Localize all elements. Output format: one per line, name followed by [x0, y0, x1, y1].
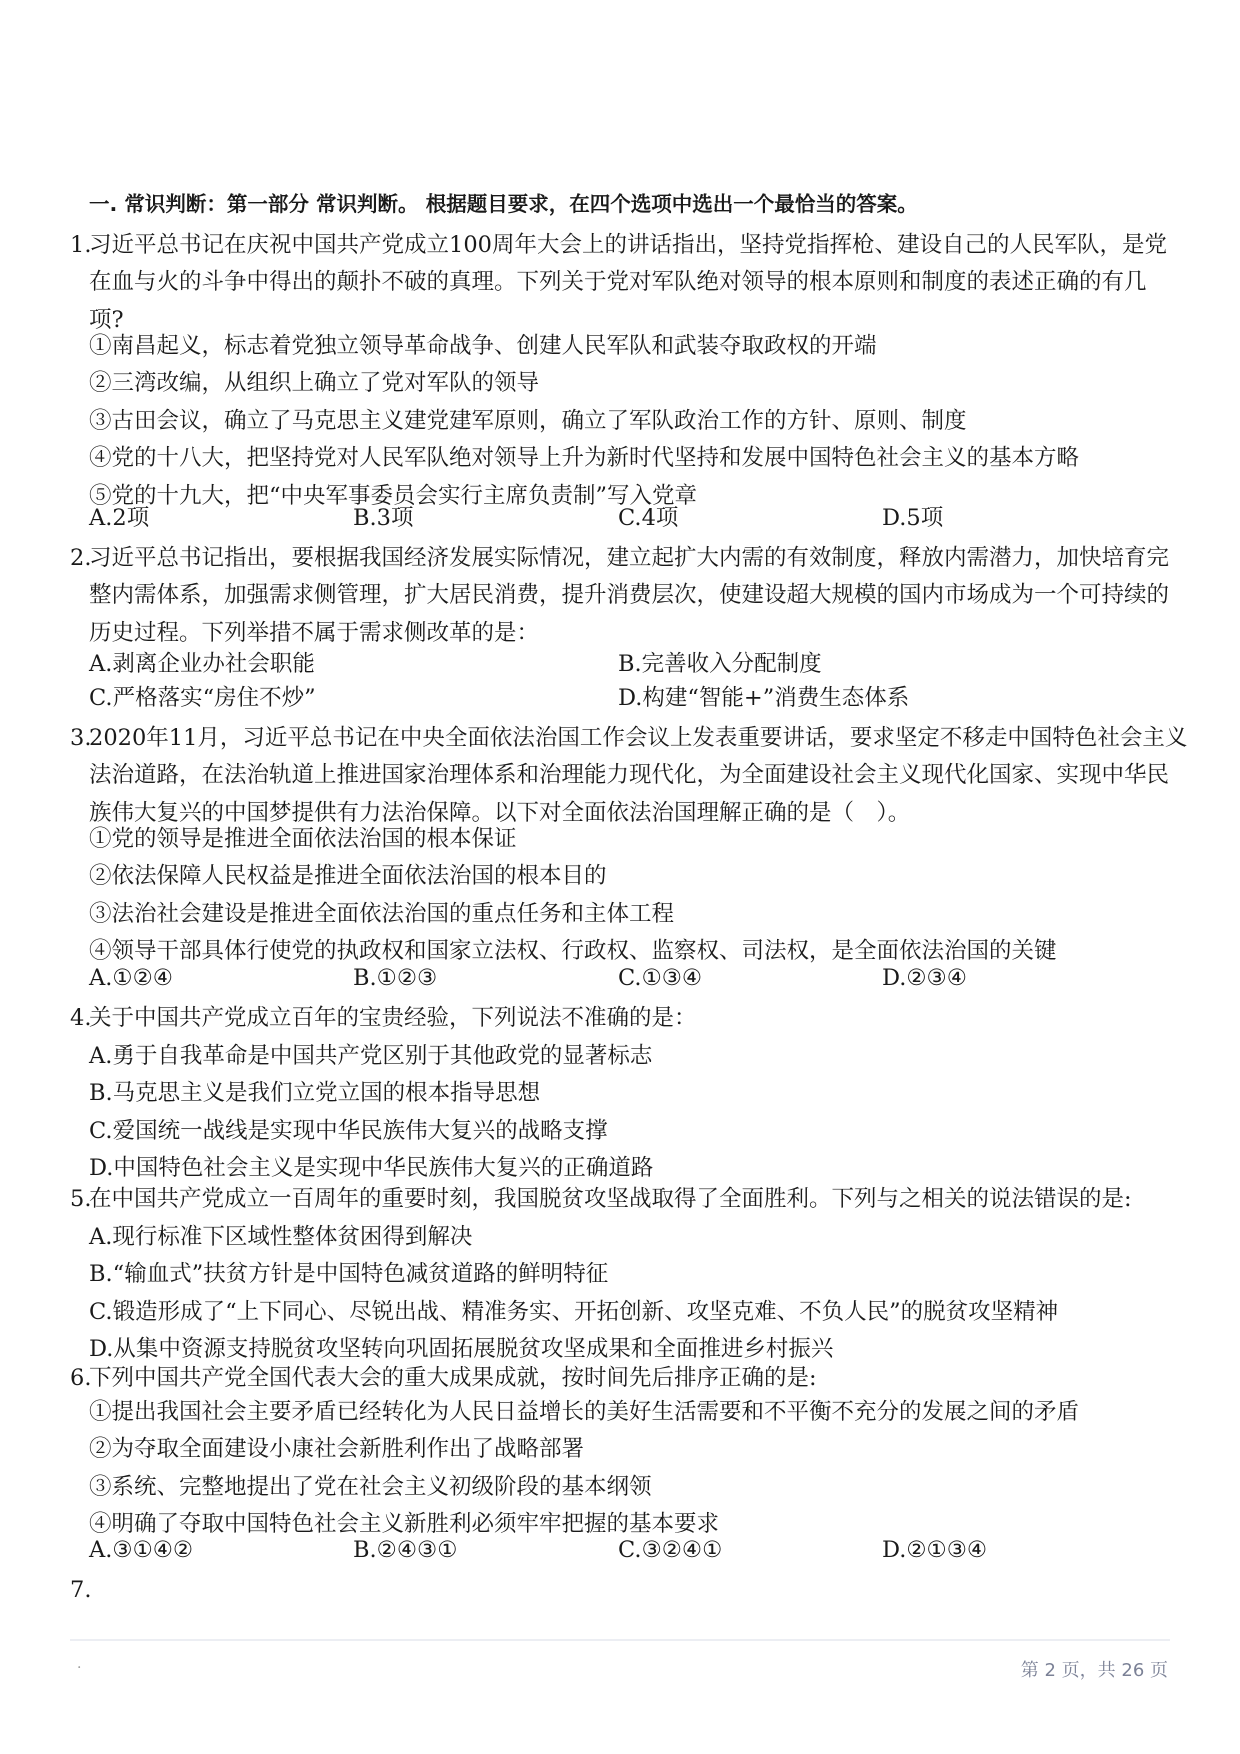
statement-item: ①南昌起义，标志着党独立领导革命战争、创建人民军队和武装夺取政权的开端: [89, 333, 877, 359]
statement-item: ④党的十八大，把坚持党对人民军队绝对领导上升为新时代坚持和发展中国特色社会主义的基本方略: [89, 445, 1080, 472]
question-stem-line: 习近平总书记在庆祝中国共产党成立100周年大会上的讲话指出，坚持党指挥枪、建设自己的人民军队，是党: [89, 232, 1167, 258]
option-d[interactable]: D.构建“智能+”消费生态体系: [618, 685, 910, 711]
option-a[interactable]: A.剥离企业办社会职能: [89, 651, 315, 677]
question-stem-line: 整内需体系，加强需求侧管理，扩大居民消费，提升消费层次，使建设超大规模的国内市场成为一个可持续的: [89, 582, 1170, 609]
option-c[interactable]: C.4项: [618, 505, 679, 531]
question-stem-line: 2020年11月，习近平总书记在中央全面依法治国工作会议上发表重要讲话，要求坚定不移走中国特色社会主义: [89, 725, 1188, 751]
question-5: [70, 1181, 1160, 1218]
statement-item: ④领导干部具体行使党的执政权和国家立法权、行政权、监察权、司法权，是全面依法治国的关键: [89, 938, 1057, 965]
option-c[interactable]: C.锻造形成了“上下同心、尽锐出战、精准务实、开拓创新、攻坚克难、不负人民”的脱贫攻坚精神: [89, 1298, 1059, 1325]
question-1: [70, 227, 1167, 339]
page-number: 第 2 页，共 26 页: [1020, 1660, 1168, 1681]
option-a[interactable]: A.2项: [89, 505, 150, 531]
question-3: [70, 720, 1188, 832]
question-stem-line: 在血与火的斗争中得出的颠扑不破的真理。下列关于党对军队绝对领导的根本原则和制度的表述正确的有几: [89, 269, 1147, 296]
option-c[interactable]: C.严格落实“房住不炒”: [89, 685, 316, 711]
option-a[interactable]: A.勇于自我革命是中国共产党区别于其他政党的显著标志: [89, 1043, 653, 1069]
option-a[interactable]: A.①②④: [89, 965, 173, 991]
option-c[interactable]: C.①③④: [618, 965, 703, 991]
question-number: 6.: [70, 1365, 92, 1391]
option-a[interactable]: A.现行标准下区域性整体贫困得到解决: [89, 1224, 473, 1250]
statement-item: ⑤党的十九大，把“中央军事委员会实行主席负责制”写入党章: [89, 482, 698, 509]
statement-item: ③法治社会建设是推进全面依法治国的重点任务和主体工程: [89, 900, 675, 927]
option-b[interactable]: B.马克思主义是我们立党立国的根本指导思想: [89, 1080, 541, 1107]
option-b[interactable]: B.①②③: [353, 965, 438, 991]
question-number: 5.: [70, 1186, 92, 1212]
option-list: [70, 1219, 1160, 1369]
question-stem-line: 下列中国共产党全国代表大会的重大成果成就，按时间先后排序正确的是:: [89, 1365, 817, 1391]
statement-list: [70, 1394, 1160, 1544]
option-b[interactable]: B.3项: [353, 505, 414, 531]
option-c[interactable]: C.③②④①: [618, 1537, 723, 1563]
section-header: 一. 常识判断：第一部分 常识判断。 根据题目要求，在四个选项中选出一个最恰当的答案。: [89, 192, 918, 216]
footer-dot: ·: [77, 1660, 82, 1676]
question-number: 1.: [70, 232, 92, 258]
question-number: 7.: [70, 1577, 92, 1603]
question-stem-line: 项?: [89, 306, 124, 333]
statement-item: ②三湾改编，从组织上确立了党对军队的领导: [89, 370, 540, 397]
question-4: [70, 1000, 1160, 1037]
option-b[interactable]: B.“输血式”扶贫方针是中国特色减贫道路的鲜明特征: [89, 1261, 609, 1288]
question-stem-line: 族伟大复兴的中国梦提供有力法治保障。以下对全面依法治国理解正确的是（ ）。: [89, 799, 911, 826]
statement-item: ②依法保障人民权益是推进全面依法治国的根本目的: [89, 863, 607, 890]
statement-list: [70, 328, 1160, 515]
footer-divider: [70, 1639, 1170, 1641]
statement-item: ③系统、完整地提出了党在社会主义初级阶段的基本纲领: [89, 1473, 652, 1500]
question-2: [70, 540, 1170, 652]
question-6: [70, 1360, 1160, 1397]
question-stem-line: 历史过程。下列举措不属于需求侧改革的是：: [89, 619, 540, 646]
option-d[interactable]: D.5项: [882, 505, 944, 531]
option-b[interactable]: B.完善收入分配制度: [618, 651, 822, 677]
option-d[interactable]: D.②①③④: [882, 1537, 988, 1563]
question-number: 3.: [70, 725, 92, 751]
statement-item: ①党的领导是推进全面依法治国的根本保证: [89, 826, 517, 852]
option-d[interactable]: D.②③④: [882, 965, 967, 991]
question-stem-line: 法治道路，在法治轨道上推进国家治理体系和治理能力现代化，为全面建设社会主义现代化国家、实现中华民: [89, 762, 1170, 789]
question-number: 2.: [70, 545, 92, 571]
option-list: [70, 1038, 1160, 1188]
statement-item: ③古田会议，确立了马克思主义建党建军原则，确立了军队政治工作的方针、原则、制度: [89, 407, 967, 434]
question-stem-line: 习近平总书记指出，要根据我国经济发展实际情况，建立起扩大内需的有效制度，释放内需潜力，加快培育完: [89, 545, 1170, 571]
question-stem-line: 关于中国共产党成立百年的宝贵经验，下列说法不准确的是：: [89, 1005, 697, 1031]
question-number: 4.: [70, 1005, 92, 1031]
statement-item: ①提出我国社会主要矛盾已经转化为人民日益增长的美好生活需要和不平衡不充分的发展之间的矛盾: [89, 1399, 1080, 1425]
option-a[interactable]: A.③①④②: [89, 1537, 194, 1563]
option-d[interactable]: D.从集中资源支持脱贫攻坚转向巩固拓展脱贫攻坚成果和全面推进乡村振兴: [89, 1336, 834, 1363]
option-c[interactable]: C.爱国统一战线是实现中华民族伟大复兴的战略支撑: [89, 1117, 608, 1144]
statement-item: ④明确了夺取中国特色社会主义新胜利必须牢牢把握的基本要求: [89, 1511, 720, 1538]
statement-item: ②为夺取全面建设小康社会新胜利作出了战略部署: [89, 1436, 585, 1463]
question-stem-line: 在中国共产党成立一百周年的重要时刻，我国脱贫攻坚战取得了全面胜利。下列与之相关的说法错误的是:: [89, 1186, 1132, 1212]
option-d[interactable]: D.中国特色社会主义是实现中华民族伟大复兴的正确道路: [89, 1155, 654, 1182]
statement-list: [70, 821, 1160, 971]
option-b[interactable]: B.②④③①: [353, 1537, 458, 1563]
